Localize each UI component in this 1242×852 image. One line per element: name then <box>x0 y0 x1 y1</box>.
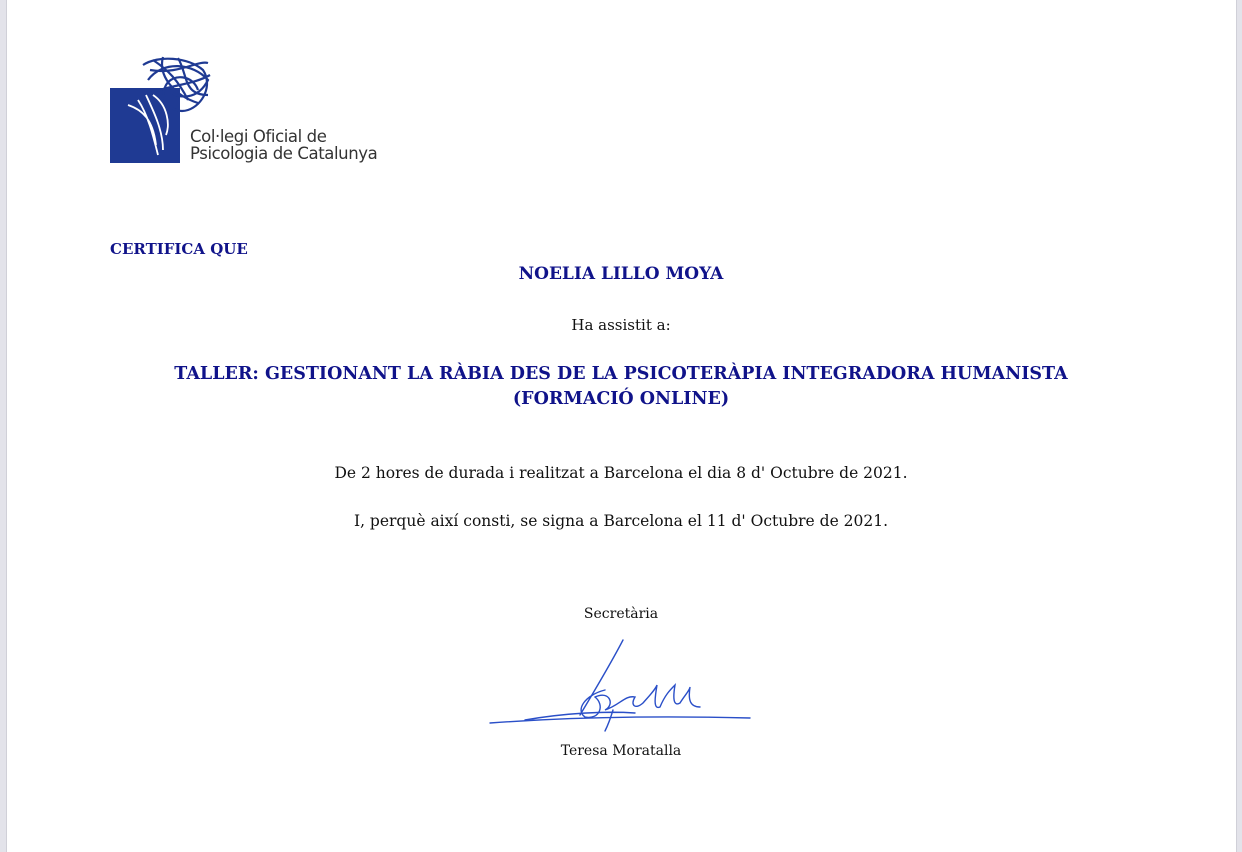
logo-text-line1: Col·legi Oficial de <box>190 127 327 146</box>
course-title <box>0 362 1242 412</box>
signed-text: I, perquè així consti, se signa a Barcelona el 11 d' Octubre de 2021. <box>353 512 889 530</box>
recipient-name: NOELIA LILLO MOYA <box>518 264 724 284</box>
signer-name: Teresa Moratalla <box>560 743 682 759</box>
page-left-edge <box>0 0 7 852</box>
course-title-line1: TALLER: GESTIONANT LA RÀBIA DES DE LA PSICOTERÀPIA INTEGRADORA HUMANISTA <box>174 364 1068 384</box>
logo-text-line2: Psicologia de Catalunya <box>190 144 378 163</box>
page-right-edge <box>1236 0 1242 852</box>
handwritten-signature <box>485 635 755 735</box>
course-title-line2: (FORMACIÓ ONLINE) <box>512 389 730 409</box>
cop-logo <box>108 55 378 170</box>
certifica-heading: CERTIFICA QUE <box>110 240 248 258</box>
signer-role: Secretària <box>583 606 659 622</box>
attended-label: Ha assistit a: <box>571 316 671 334</box>
duration-text: De 2 hores de durada i realitzat a Barcelona el dia 8 d' Octubre de 2021. <box>334 464 908 482</box>
